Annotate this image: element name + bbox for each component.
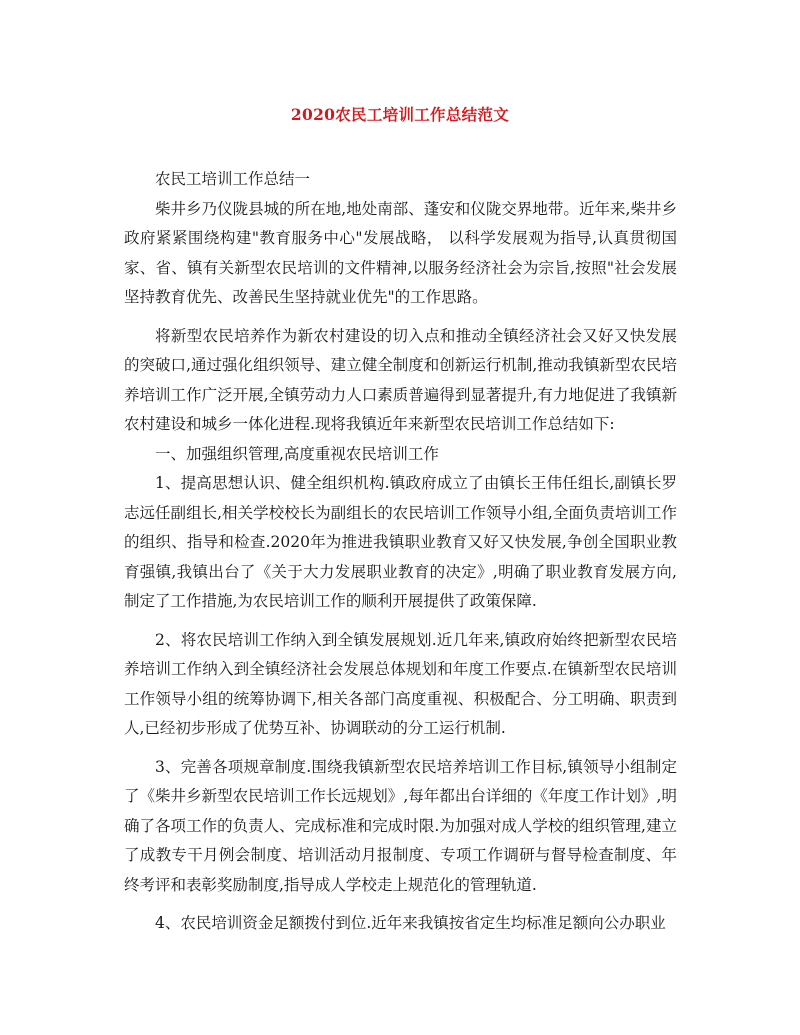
subsection-heading: 一、加强组织管理,高度重视农民培训工作 xyxy=(155,444,439,463)
paragraph: 4、农民培训资金足额拨付到位.近年来我镇按省定生均标准足额向公办职业 xyxy=(155,914,666,932)
paragraph: 3、完善各项规章制度.围绕我镇新型农民培养培训工作目标,镇领导小组制定了《柴井乡新型农民培训工作长远规划》,每年都出台详细的《年度工作计划》,明确了各项工作的负责人、完成标准和完成时限.为加强对成人学校的组织管理,建立了成教专干月例会制度、培训活动月报制度、专项工作调研与督导检查制度、年终考评和表彰奖励制度,指导成人学校走上规范化的管理轨道. xyxy=(124,757,677,894)
section-heading: 农民工培训工作总结一 xyxy=(155,170,311,188)
paragraph: 1、提高思想认识、健全组织机构.镇政府成立了由镇长王伟任组长,副镇长罗志远任副组长,相关学校校长为副组长的农民培训工作领导小组,全面负责培训工作的组织、指导和检查.2020年为推进我镇职业教育又好又快发展,争创全国职业教育强镇,我镇出台了《关于大力发展职业教育的决定》,明确了职业教育发展方向,制定了工作措施,为农民培训工作的顺利开展提供了政策保障. xyxy=(124,474,677,610)
paragraph: 柴井乡乃仪陇县城的所在地,地处南部、蓬安和仪陇交界地带。近年来,柴井乡政府紧紧围绕构建"教育服务中心"发展战略， 以科学发展观为指导,认真贯彻国家、省、镇有关新型农民培训的文件精神,以服务经济社会为宗旨,按照"社会发展坚持教育优先、改善民生坚持就业优先"的工作思路。 xyxy=(124,199,677,306)
document-title: 2020农民工培训工作总结范文 xyxy=(290,105,510,124)
paragraph: 将新型农民培养作为新农村建设的切入点和推动全镇经济社会又好又快发展的突破口,通过强化组织领导、建立健全制度和创新运行机制,推动我镇新型农民培养培训工作广泛开展,全镇劳动力人口素质普遍得到显著提升,有力地促进了我镇新农村建设和城乡一体化进程.现将我镇近年来新型农民培训工作总结如下: xyxy=(124,326,677,433)
paragraph: 2、将农民培训工作纳入到全镇发展规划.近几年来,镇政府始终把新型农民培养培训工作纳入到全镇经济社会发展总体规划和年度工作要点.在镇新型农民培训工作领导小组的统筹协调下,相关各部门高度重视、积极配合、分工明确、职责到人,已经初步形成了优势互补、协调联动的分工运行机制. xyxy=(124,630,677,737)
document-body xyxy=(124,165,677,939)
